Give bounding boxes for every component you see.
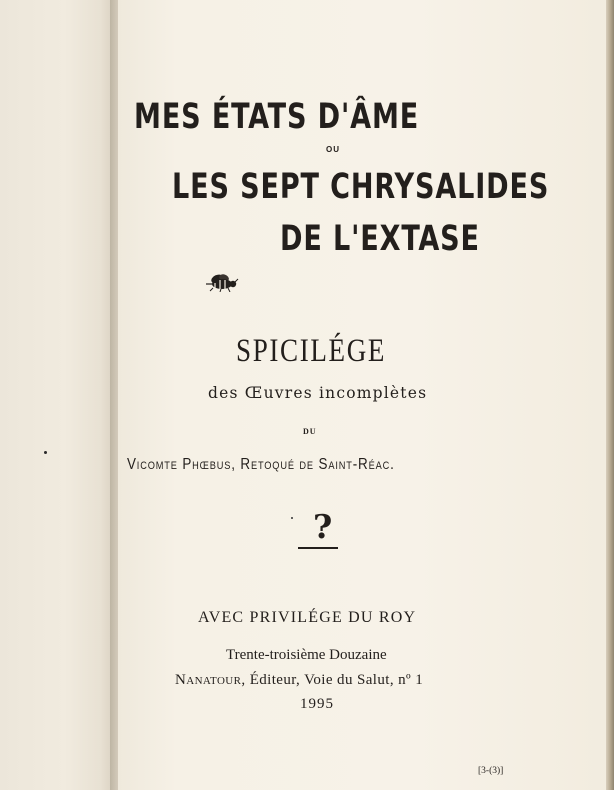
publisher-details: Éditeur, Voie du Salut, nº 1 xyxy=(245,672,424,688)
subtitle: SPICILÉGE xyxy=(236,333,387,369)
facing-page xyxy=(0,0,118,790)
ink-speck xyxy=(291,517,293,519)
title-conjunction: OU xyxy=(326,145,340,154)
publisher-line xyxy=(175,673,423,688)
title-line-3: DE L'EXTASE xyxy=(280,219,480,259)
edition-line: Trente-troisième Douzaine xyxy=(226,647,387,663)
privilege-line: AVEC PRIVILÉGE DU ROY xyxy=(198,609,417,626)
question-mark-icon: ? xyxy=(313,507,333,546)
subtitle-line-2: des Œuvres incomplètes xyxy=(208,384,428,402)
page-edge xyxy=(606,0,614,790)
publication-year: 1995 xyxy=(300,696,334,712)
bee-icon xyxy=(205,272,239,292)
title-line-2: LES SEPT CHRYSALIDES xyxy=(172,167,550,207)
page-reference: [3-(3)] xyxy=(478,766,504,776)
author-name: Vicomte Phœbus, Retoqué de Saint-Réac. xyxy=(127,456,395,473)
publisher-name: Nanatour, xyxy=(175,672,246,688)
title-line-1: MES ÉTATS D'ÂME xyxy=(134,97,420,137)
ink-speck xyxy=(44,451,47,454)
emblem-rule xyxy=(298,547,338,549)
preposition: DU xyxy=(303,427,317,436)
